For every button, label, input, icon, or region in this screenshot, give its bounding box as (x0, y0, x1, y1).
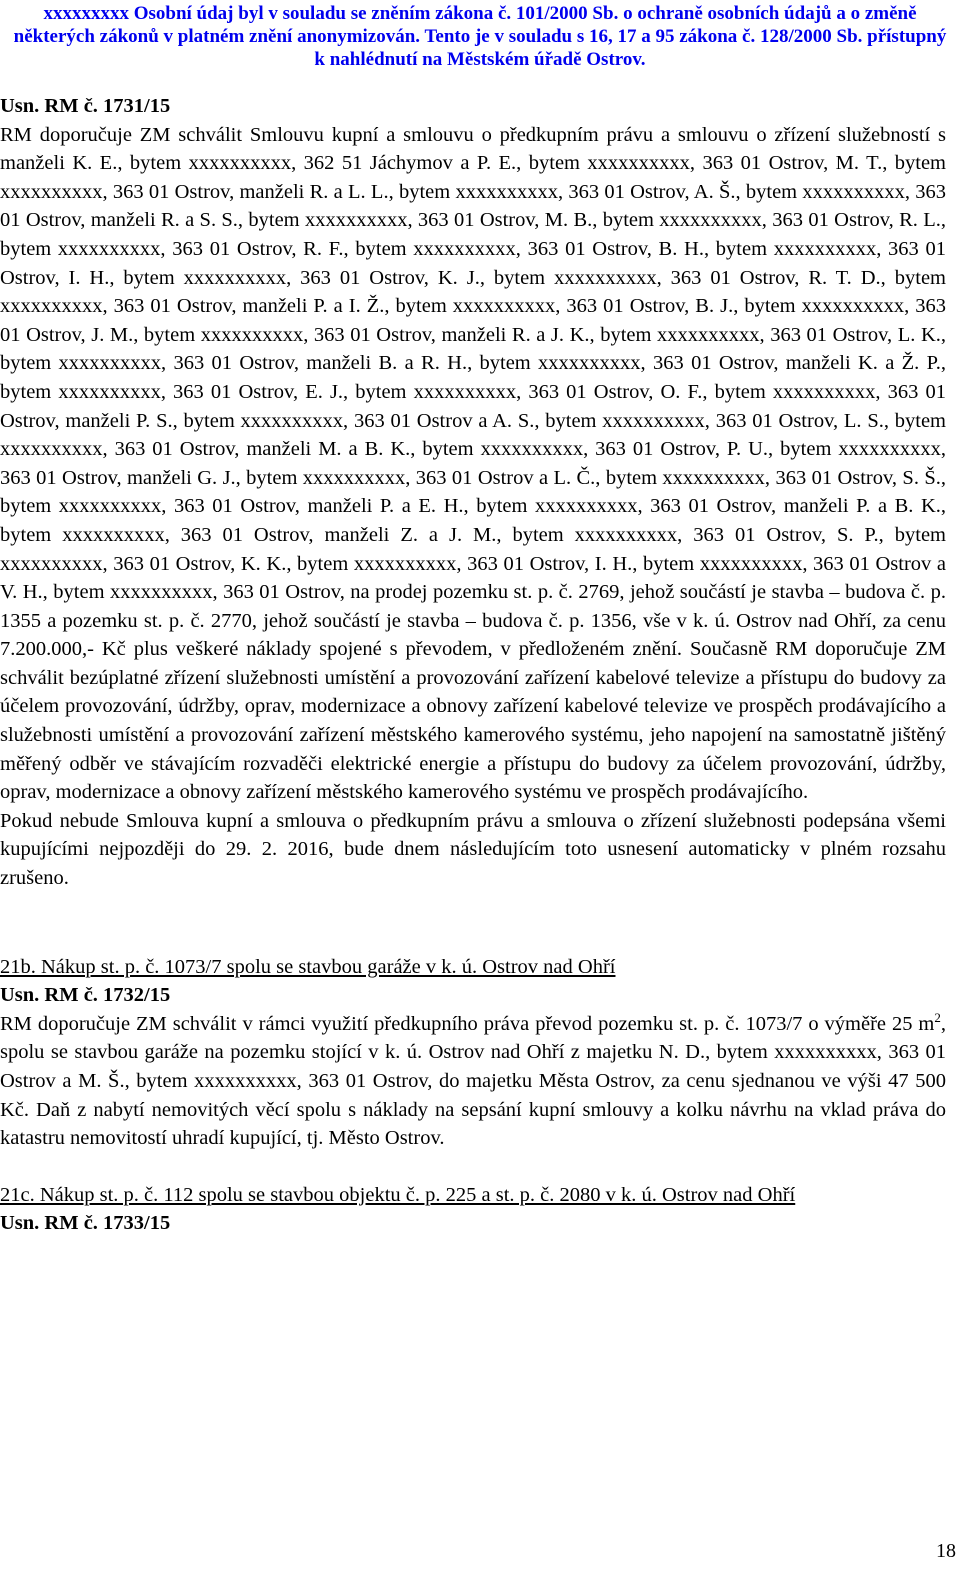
resolution-1731 (0, 92, 946, 893)
resolution-number: Usn. RM č. 1732/15 (0, 984, 171, 1007)
document-body (0, 92, 946, 1238)
resolution-text (0, 1010, 946, 1153)
section-spacer (0, 893, 946, 953)
resolution-condition-text: Pokud nebude Smlouva kupní a smlouva o předkupním právu a smlouva o zřízení služebnosti podepsána všemi kupujícími nejpozději do 29. 2. 2016, bude dnem následujícím toto usnesení automaticky v plném rozsahu zrušeno. (0, 809, 946, 890)
item-heading: 21c. Nákup st. p. č. 112 spolu se stavbou objektu č. p. 225 a st. p. č. 2080 v k. ú. Ostrov nad Ohří (0, 1183, 796, 1206)
item-21c (0, 1181, 946, 1238)
resolution-text: RM doporučuje ZM schválit Smlouvu kupní a smlouvu o předkupním právu a smlouvu o zřízení služebností s manželi K. E., bytem xxxxxxxxxx, 362 51 Jáchymov a P. E., bytem xxxxxxxxxx, 363 01 Ostrov, M. T., bytem xxxxxxxxxx, 363 01 Ostrov, manželi R. a L. L., bytem xxxxxxxxxx, 363 01 Ostrov, A. Š., bytem xxxxxxxxxx, 363 01 Ostrov, manželi R. a S. S., bytem xxxxxxxxxx, 363 01 Ostrov, M. B., bytem xxxxxxxxxx, 363 01 Ostrov, R. L., bytem xxxxxxxxxx, 363 01 Ostrov, R. F., bytem xxxxxxxxxx, 363 01 Ostrov, B. H., bytem xxxxxxxxxx, 363 01 Ostrov, I. H., bytem xxxxxxxxxx, 363 01 Ostrov, K. J., bytem xxxxxxxxxx, 363 01 Ostrov, R. T. D., bytem xxxxxxxxxx, 363 01 Ostrov, manželi P. a I. Ž., bytem xxxxxxxxxx, 363 01 Ostrov, B. J., bytem xxxxxxxxxx, 363 01 Ostrov, J. M., bytem xxxxxxxxxx, 363 01 Ostrov, manželi R. a J. K., bytem xxxxxxxxxx, 363 01 Ostrov, L. K., bytem xxxxxxxxxx, 363 01 Ostrov, manželi B. a R. H., bytem xxxxxxxxxx, 363 01 Ostrov, manželi K. a Ž. P., bytem xxxxxxxxxx, 363 01 Ostrov, E. J., bytem xxxxxxxxxx, 363 01 Ostrov, O. F., bytem xxxxxxxxxx, 363 01 Ostrov, manželi P. S., bytem xxxxxxxxxx, 363 01 Ostrov a A. S., bytem xxxxxxxxxx, 363 01 Ostrov, L. S., bytem xxxxxxxxxx, 363 01 Ostrov, manželi M. a B. K., bytem xxxxxxxxxx, 363 01 Ostrov, P. U., bytem xxxxxxxxxx, 363 01 Ostrov, manželi G. J., bytem xxxxxxxxxx, 363 01 Ostrov a L. Č., bytem xxxxxxxxxx, 363 01 Ostrov, S. Š., bytem xxxxxxxxxx, 363 01 Ostrov, manželi P. a E. H., bytem xxxxxxxxxx, 363 01 Ostrov, manželi P. a B. K., bytem xxxxxxxxxx, 363 01 Ostrov, manželi Z. a J. M., bytem xxxxxxxxxx, 363 01 Ostrov, S. P., bytem xxxxxxxxxx, 363 01 Ostrov, K. K., bytem xxxxxxxxxx, 363 01 Ostrov, I. H., bytem xxxxxxxxxx, 363 01 Ostrov a V. H., bytem xxxxxxxxxx, 363 01 Ostrov, na prodej pozemku st. p. č. 2769, jehož součástí je stavba – budova č. p. 1355 a pozemku st. p. č. 2770, jehož součástí je stavba – budova č. p. 1356, vše v k. ú. Ostrov nad Ohří, za cenu 7.200.000,- Kč plus veškeré náklady spojené s převodem, v předloženém znění. Současně RM doporučuje ZM schválit bezúplatné zřízení služebnosti umístění a provozování zařízení kabelové televize a přístupu do budovy za účelem provozování, údržby, oprav, modernizace a obnovy zařízení kabelové televize ve prospěch prodávajícího a služebnosti umístění a provozování zařízení městského kamerového systému, jeho napojení na samostatně jištěný měřený odběr ve stávajícím rozvaděči elektrické energie a přístupu do budovy za účelem provozování, údržby, oprav, modernizace a obnovy zařízení městského kamerového systému ve prospěch prodávajícího. (0, 123, 946, 804)
item-heading: 21b. Nákup st. p. č. 1073/7 spolu se stavbou garáže v k. ú. Ostrov nad Ohří (0, 955, 616, 978)
resolution-text-part: , spolu se stavbou garáže na pozemku stojící v k. ú. Ostrov nad Ohří z majetku N. D., bytem xxxxxxxxxx, 363 01 Ostrov a M. Š., bytem xxxxxxxxxx, 363 01 Ostrov, do majetku Města Ostrov, za cenu sjednanou ve výši 47 500 Kč. Daň z nabytí nemovitých věcí spolu s náklady na sepsání kupní smlouvy a kolku návrhu na vklad práva do katastru nemovitostí uhradí kupující, tj. Město Ostrov. (0, 1012, 946, 1150)
resolution-number: Usn. RM č. 1731/15 (0, 95, 171, 117)
area-unit-superscript: 2 (934, 1009, 941, 1025)
anonymization-notice: xxxxxxxxx Osobní údaj byl v souladu se zněním zákona č. 101/2000 Sb. o ochraně osobních údajů a o změně některých zákonů v platném znění anonymizován. Tento je v souladu s 16, 17 a 95 zákona č. 128/2000 Sb. přístupný k nahlédnutí na Městském úřadě Ostrov. (13, 3, 947, 70)
page-number: 18 (936, 1540, 956, 1562)
item-21b (0, 953, 946, 1153)
resolution-number: Usn. RM č. 1733/15 (0, 1212, 171, 1235)
resolution-text-part: RM doporučuje ZM schválit v rámci využití předkupního práva převod pozemku st. p. č. 1073/7 o výměře 25 m (0, 1012, 935, 1035)
section-spacer (0, 1153, 946, 1181)
